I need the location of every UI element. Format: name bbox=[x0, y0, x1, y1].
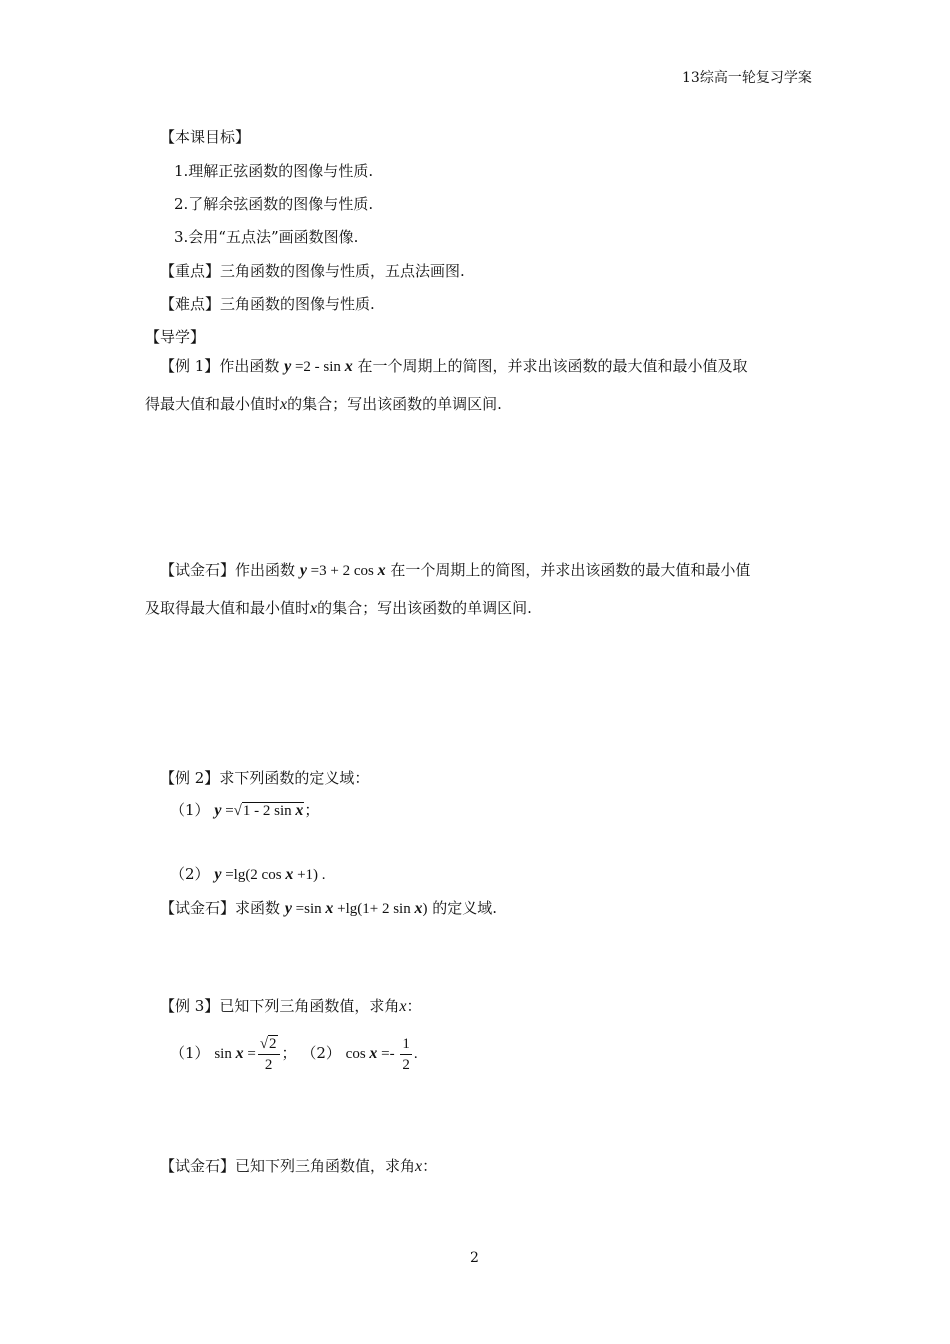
key-text: 三角函数的图像与性质，五点法画图. bbox=[220, 262, 465, 280]
difficult-label: 【难点】 bbox=[160, 295, 221, 313]
difficult-point bbox=[160, 294, 375, 314]
guide-title: 【导学】 bbox=[145, 328, 206, 346]
example1-label: 【例 1】 bbox=[160, 357, 220, 375]
example3-items: （1） sin x = $\frac{√2}{2}$ ； （2） cos x =- $\frac{1}{2}$ . bbox=[170, 1035, 418, 1073]
example3-title: 【例 3】已知下列三角函数值，求角x： bbox=[160, 997, 422, 1015]
example3-label: 【例 3】 bbox=[160, 997, 220, 1015]
example1-line1 bbox=[160, 356, 747, 377]
example2-item2: （2） y =lg(2 cos x +1) . bbox=[170, 865, 326, 883]
trial3-line: 【试金石】已知下列三角函数值，求角x： bbox=[160, 1157, 438, 1175]
trial1-line1: 【试金石】作出函数 y =3 + 2 cos x 在一个周期上的简图，并求出该函数的最大值和最小值 bbox=[160, 561, 751, 579]
example1-line2: 得最大值和最小值时x的集合；写出该函数的单调区间. bbox=[145, 395, 502, 413]
trial1-line2: 及取得最大值和最小值时x的集合；写出该函数的单调区间. bbox=[145, 599, 532, 617]
goal-item-2: 2.了解余弦函数的图像与性质. bbox=[174, 195, 374, 213]
sqrt-symbol: √1 - 2 sin x bbox=[233, 802, 304, 819]
example2-label: 【例 2】 bbox=[160, 769, 220, 787]
key-point bbox=[160, 261, 465, 281]
fraction-1-over-2: $\frac{1}{2}$ bbox=[402, 1035, 410, 1073]
page-number: 2 bbox=[470, 1250, 479, 1266]
trial1-formula: y =3 + 2 cos x bbox=[299, 562, 386, 579]
goals-title: 【本课目标】 bbox=[160, 128, 251, 146]
example1-formula: y =2 - sin x bbox=[284, 358, 353, 375]
example1-var: x bbox=[280, 396, 288, 413]
goal-item-3: 3.会用“五点法”画函数图像. bbox=[174, 228, 359, 246]
trial2-line: 【试金石】求函数 y =sin x +lg(1+ 2 sin x) 的定义域. bbox=[160, 899, 498, 917]
goal-item-1: 1.理解正弦函数的图像与性质. bbox=[174, 162, 374, 180]
trial2-label: 【试金石】 bbox=[160, 899, 236, 917]
trial1-label: 【试金石】 bbox=[160, 561, 236, 579]
example2-item1: （1） y =√1 - 2 sin x； bbox=[170, 801, 320, 819]
trial3-label: 【试金石】 bbox=[160, 1157, 236, 1175]
fraction-sqrt2-over-2: $\frac{√2}{2}$ bbox=[258, 1034, 280, 1075]
trial1-var: x bbox=[310, 600, 318, 617]
example1-post: 在一个周期上的简图，并求出该函数的最大值和最小值及取 bbox=[357, 357, 748, 375]
key-label: 【重点】 bbox=[160, 262, 221, 280]
example1-pre: 作出函数 bbox=[219, 357, 280, 375]
example2-title: 【例 2】求下列函数的定义域： bbox=[160, 769, 370, 787]
page-header: 13综高一轮复习学案 bbox=[682, 70, 812, 86]
difficult-text: 三角函数的图像与性质. bbox=[220, 295, 375, 313]
